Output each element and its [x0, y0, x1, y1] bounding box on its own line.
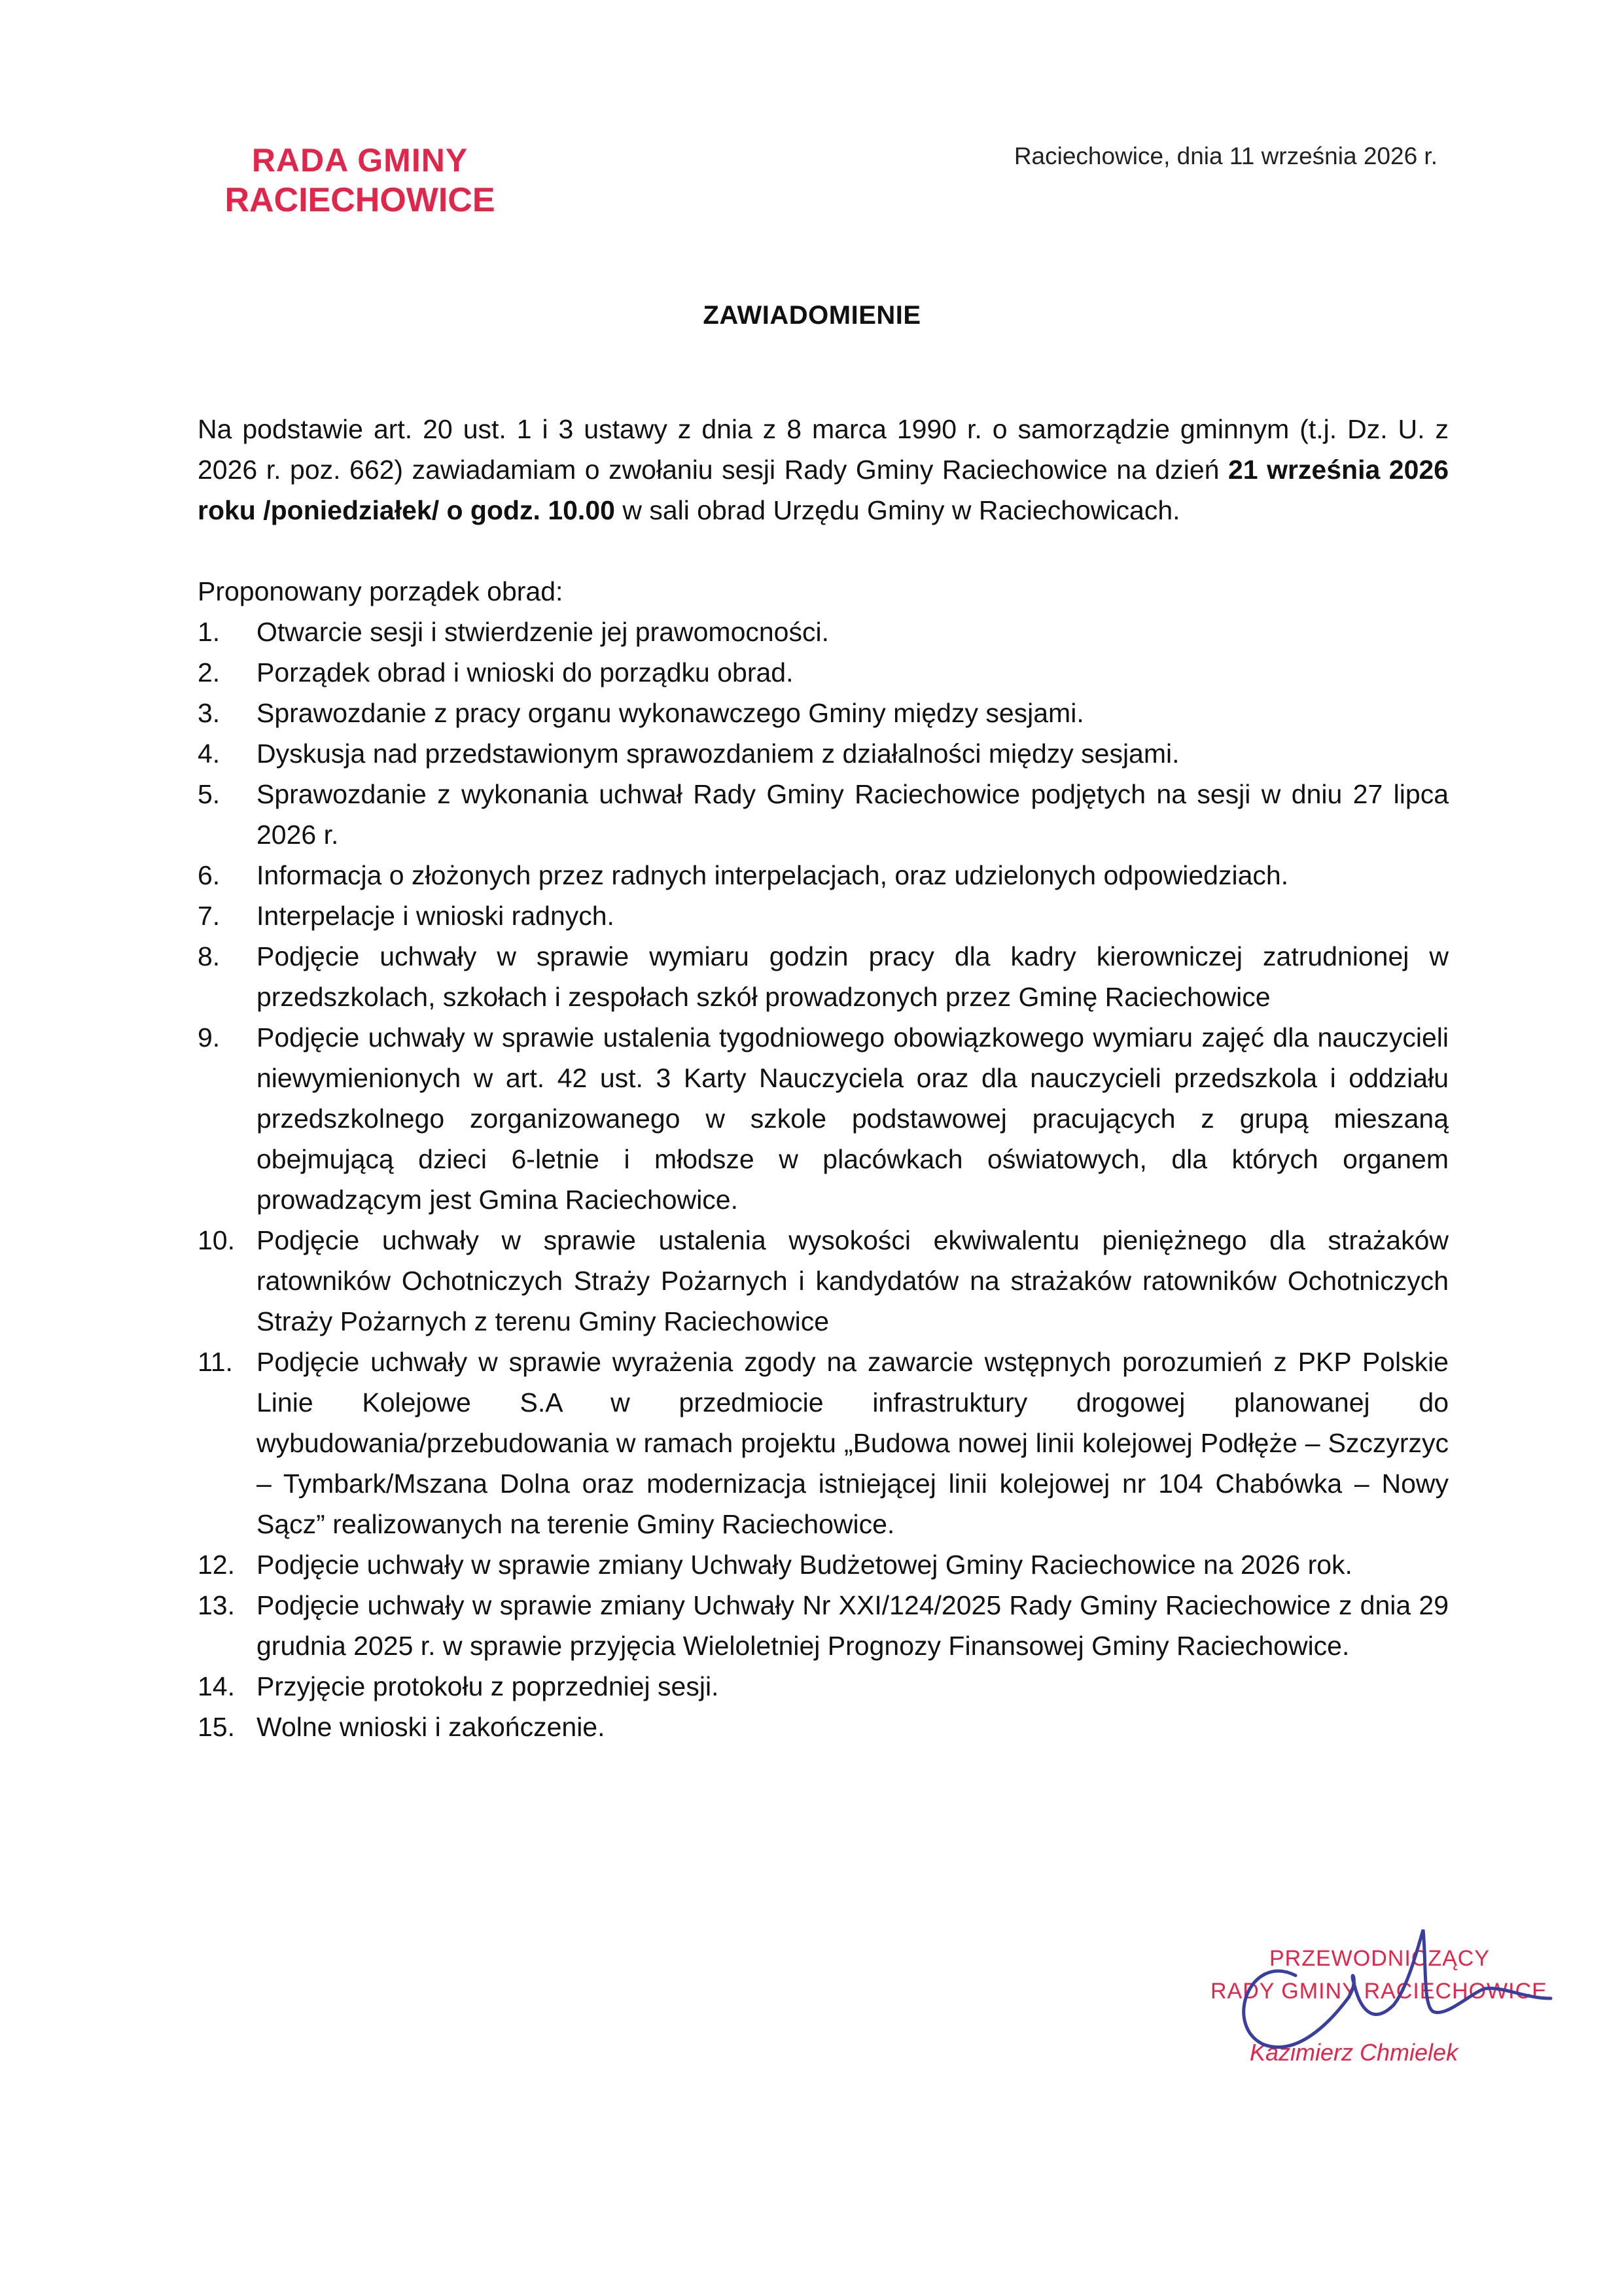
- agenda-item-text: Podjęcie uchwały w sprawie ustalenia wysokości ekwiwalentu pieniężnego dla strażaków ratowników Ochotniczych Straży Pożarnych i kandydatów na strażaków ratowników Ochotniczych Straży Pożarnych z terenu Gminy Raciechowice: [256, 1225, 1449, 1336]
- agenda-item-text: Interpelacje i wnioski radnych.: [256, 901, 614, 931]
- agenda-list: [198, 612, 1449, 1747]
- agenda-item-text: Podjęcie uchwały w sprawie zmiany Uchwały Budżetowej Gminy Raciechowice na 2026 rok.: [256, 1550, 1352, 1580]
- agenda-item: [198, 733, 1449, 774]
- agenda-item-number: 3.: [198, 698, 221, 728]
- intro-text-before: Na podstawie art. 20 ust. 1 i 3 ustawy z dnia z 8 marca 1990 r. o samorządzie gminnym (t.j. Dz. U. z 2026 r. poz. 662) zawiadamiam o zwołaniu sesji Rady Gminy Raciechowice na dzień: [198, 414, 1449, 485]
- agenda-item: [198, 1707, 1449, 1747]
- agenda-item: [198, 1666, 1449, 1707]
- place-date: Raciechowice, dnia 11 września 2026 r.: [1014, 143, 1438, 169]
- agenda-item-number: 11.: [198, 1347, 233, 1377]
- agenda-item-text: Sprawozdanie z wykonania uchwał Rady Gminy Raciechowice podjętych na sesji w dniu 27 lipca 2026 r.: [256, 779, 1449, 850]
- agenda-item-text: Podjęcie uchwały w sprawie ustalenia tygodniowego obowiązkowego wymiaru zajęć dla nauczycieli niewymienionych w art. 42 ust. 3 Karty Nauczyciela oraz dla nauczycieli przedszkola i oddziału przedszkolnego zorganizowanego w szkole podstawowej pracujących z grupą mieszaną obejmującą dzieci 6-letnie i młodsze w placówkach oświatowych, dla których organem prowadzącym jest Gmina Raciechowice.: [256, 1022, 1449, 1215]
- council-stamp-line1: RADA GMINY: [251, 142, 468, 179]
- agenda-item-number: 14.: [198, 1671, 235, 1701]
- agenda-item: [198, 693, 1449, 733]
- document-title: ZAWIADOMIENIE: [703, 301, 921, 330]
- agenda-item-text: Informacja o złożonych przez radnych interpelacjach, oraz udzielonych odpowiedziach.: [256, 860, 1289, 890]
- agenda-item: [198, 612, 1449, 652]
- agenda-item: [198, 1017, 1449, 1220]
- agenda-item-number: 6.: [198, 860, 221, 890]
- agenda-item: [198, 1585, 1449, 1666]
- agenda-item: [198, 1342, 1449, 1544]
- chairman-signature-block: [1197, 1926, 1564, 2096]
- agenda-item: [198, 652, 1449, 693]
- chairman-stamp-signature: [1197, 1926, 1564, 2096]
- agenda-item: [198, 936, 1449, 1017]
- agenda-item-number: 1.: [198, 617, 221, 647]
- chairman-stamp-name: Kazimierz Chmielek: [1250, 2039, 1458, 2066]
- agenda-item-text: Porządek obrad i wnioski do porządku obrad.: [256, 657, 794, 687]
- agenda-item-number: 13.: [198, 1590, 235, 1620]
- agenda-item-number: 9.: [198, 1022, 221, 1052]
- agenda-item: [198, 1544, 1449, 1585]
- agenda-item-text: Dyskusja nad przedstawionym sprawozdaniem z działalności między sesjami.: [256, 739, 1180, 769]
- agenda-item-number: 5.: [198, 779, 221, 809]
- intro-date-bold: 21 września 2026 roku /poniedziałek/ o godz. 10.00: [198, 455, 1449, 525]
- intro-paragraph: [198, 409, 1449, 531]
- agenda-item: [198, 774, 1449, 855]
- intro-text-after: w sali obrad Urzędu Gminy w Raciechowicach.: [614, 495, 1180, 525]
- agenda-item-number: 15.: [198, 1712, 235, 1742]
- document-body: [198, 409, 1449, 1747]
- agenda-item-text: Podjęcie uchwały w sprawie zmiany Uchwały Nr XXI/124/2025 Rady Gminy Raciechowice z dnia 29 grudnia 2025 r. w sprawie przyjęcia Wieloletniej Prognozy Finansowej Gminy Raciechowice.: [256, 1590, 1449, 1661]
- agenda-item-number: 10.: [198, 1225, 235, 1255]
- agenda-item-number: 4.: [198, 739, 221, 769]
- agenda-item-number: 8.: [198, 941, 221, 971]
- agenda-item-number: 2.: [198, 657, 221, 687]
- agenda-item-text: Podjęcie uchwały w sprawie wymiaru godzin pracy dla kadry kierowniczej zatrudnionej w przedszkolach, szkołach i zespołach szkół prowadzonych przez Gminę Raciechowice: [256, 941, 1449, 1012]
- agenda-item-text: Przyjęcie protokołu z poprzedniej sesji.: [256, 1671, 719, 1701]
- agenda-item-number: 7.: [198, 901, 221, 931]
- chairman-stamp-line1: PRZEWODNICZĄCY: [1269, 1946, 1490, 1971]
- agenda-item-text: Sprawozdanie z pracy organu wykonawczego Gminy między sesjami.: [256, 698, 1084, 728]
- agenda-item: [198, 855, 1449, 896]
- agenda-item-text: Wolne wnioski i zakończenie.: [256, 1712, 605, 1742]
- council-stamp: [216, 141, 504, 220]
- chairman-stamp-line2: RADY GMINY RACIECHOWICE: [1210, 1979, 1547, 2004]
- agenda-item-text: Podjęcie uchwały w sprawie wyrażenia zgody na zawarcie wstępnych porozumień z PKP Polskie Linie Kolejowe S.A w przedmiocie infrastruktury drogowej planowanej do wybudowania/przebudowania w ramach projektu „Budowa nowej linii kolejowej Podłęże – Szczyrzyc – Tymbark/Mszana Dolna oraz modernizacja istniejącej linii kolejowej nr 104 Chabówka – Nowy Sącz” realizowanych na terenie Gminy Raciechowice.: [256, 1347, 1449, 1539]
- agenda-item: [198, 896, 1449, 936]
- council-stamp-line2: RACIECHOWICE: [224, 181, 495, 219]
- agenda-item-text: Otwarcie sesji i stwierdzenie jej prawomocności.: [256, 617, 829, 647]
- agenda-item-number: 12.: [198, 1550, 235, 1580]
- agenda-heading: Proponowany porządek obrad:: [198, 576, 563, 606]
- agenda-item: [198, 1220, 1449, 1342]
